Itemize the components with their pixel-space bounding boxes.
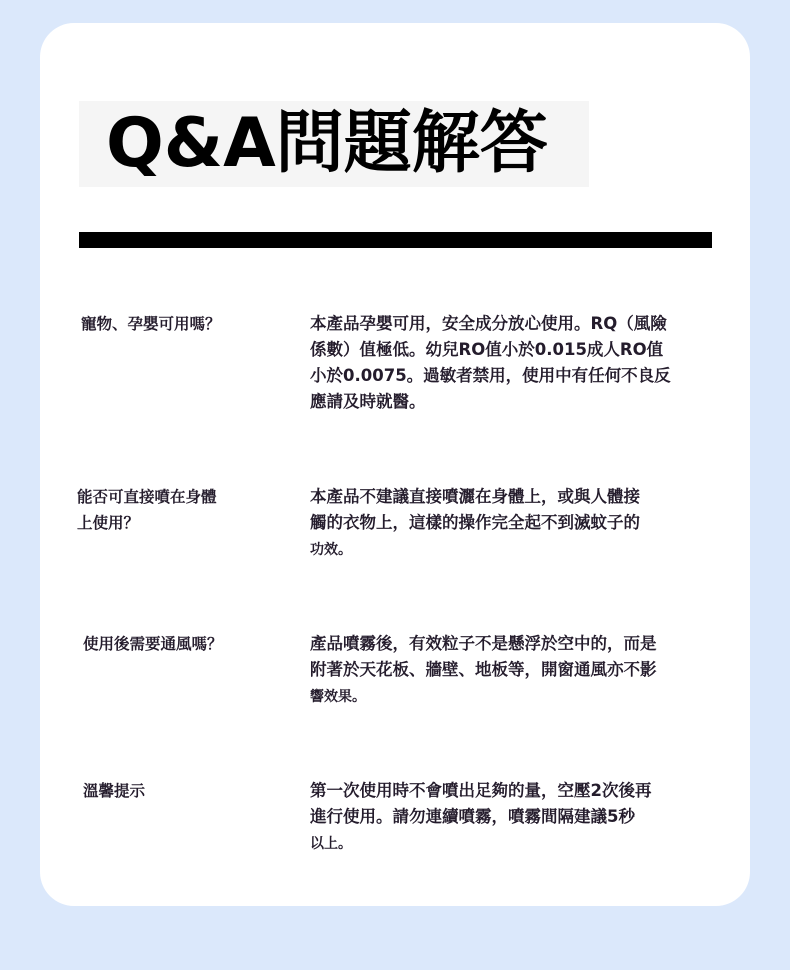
answer-text <box>310 778 710 857</box>
answer-line: 以上。 <box>310 836 352 852</box>
answer-text <box>310 484 710 563</box>
question-line: 能否可直接噴在身體 <box>77 488 217 506</box>
answer-text <box>310 631 710 710</box>
answer-line: 進行使用。請勿連續噴霧，噴霧間隔建議5秒 <box>310 807 635 826</box>
question-text <box>77 484 217 536</box>
answer-line: 本產品孕嬰可用，安全成分放心使用。RQ（風險 <box>310 314 667 333</box>
page-title: Q&A問題解答 <box>106 104 548 183</box>
answer-line: 第一次使用時不會噴出足夠的量，空壓2次後再 <box>310 781 652 800</box>
answer-line: 產品噴霧後，有效粒子不是懸浮於空中的，而是 <box>310 634 657 653</box>
answer-line: 應請及時就醫。 <box>310 392 426 411</box>
title-block <box>79 101 589 187</box>
answer-line: 附著於天花板、牆壁、地板等，開窗通風亦不影 <box>310 660 657 679</box>
answer-line: 係數）值極低。幼兒RO值小於0.015成人RO值 <box>310 340 664 359</box>
answer-line: 觸的衣物上，這樣的操作完全起不到滅蚊子的 <box>310 513 640 532</box>
answer-line: 功效。 <box>310 542 352 558</box>
qa-card <box>40 23 750 906</box>
answer-text <box>310 311 710 415</box>
answer-line: 小於0.0075。過敏者禁用，使用中有任何不良反 <box>310 366 671 385</box>
title-divider-bar <box>79 232 712 248</box>
question-text: 使用後需要通風嗎？ <box>83 635 223 653</box>
question-line: 上使用？ <box>77 514 140 532</box>
answer-line: 響效果。 <box>310 689 366 705</box>
question-text: 寵物、孕嬰可用嗎？ <box>81 315 221 333</box>
question-text: 溫馨提示 <box>83 782 146 800</box>
answer-line: 本產品不建議直接噴灑在身體上，或與人體接 <box>310 487 640 506</box>
